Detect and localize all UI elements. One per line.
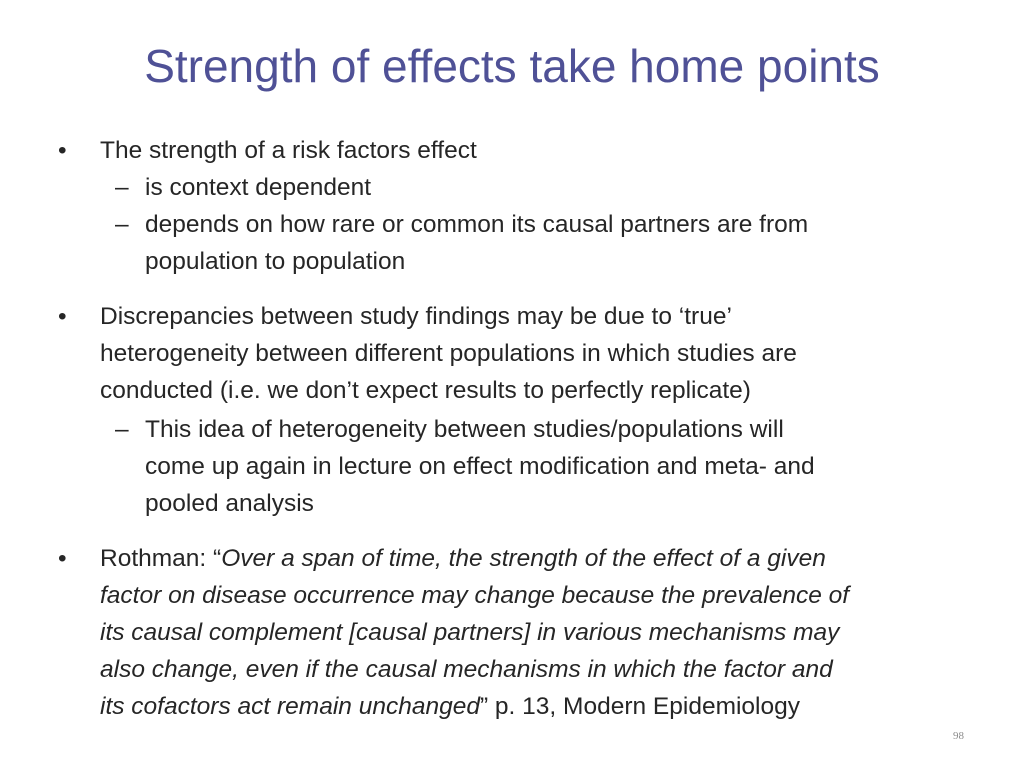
sub-bullet-text: population to population <box>145 248 406 275</box>
rothman-quote: Over a span of time, the strength of the effect of a given <box>221 545 826 572</box>
bullet-text: conducted (i.e. we don’t expect results to perfectly replicate) <box>100 377 751 404</box>
rothman-quote: factor on disease occurrence may change because the prevalence of <box>100 582 850 609</box>
dash-marker: – <box>115 416 129 443</box>
dash-marker: – <box>115 211 129 238</box>
bullet-text: heterogeneity between different populations in which studies are <box>100 340 797 367</box>
slide-title: Strength of effects take home points <box>144 40 880 92</box>
dash-marker: – <box>115 174 129 201</box>
quote-prefix: Rothman: “ <box>100 545 222 572</box>
sub-bullet-text: depends on how rare or common its causal partners are from <box>145 211 809 238</box>
quote-citation: ” p. 13, Modern Epidemiology <box>479 693 800 720</box>
bullet-marker: • <box>58 545 67 572</box>
rothman-quote: also change, even if the causal mechanisms in which the factor and <box>100 656 833 683</box>
sub-bullet-text: come up again in lecture on effect modification and meta- and <box>145 453 815 480</box>
sub-bullet-text: This idea of heterogeneity between studies/populations will <box>145 416 784 443</box>
bullet-marker: • <box>58 137 67 164</box>
rothman-quote: its causal complement [causal partners] in various mechanisms may <box>100 619 840 646</box>
rothman-quote: its cofactors act remain unchanged <box>100 693 480 720</box>
sub-bullet-text: is context dependent <box>145 174 372 201</box>
page-number: 98 <box>953 730 964 742</box>
bullet-marker: • <box>58 303 67 330</box>
sub-bullet-text: pooled analysis <box>145 490 314 517</box>
bullet-text: The strength of a risk factors effect <box>100 137 477 164</box>
bullet-text: Discrepancies between study findings may be due to ‘true’ <box>100 303 732 330</box>
